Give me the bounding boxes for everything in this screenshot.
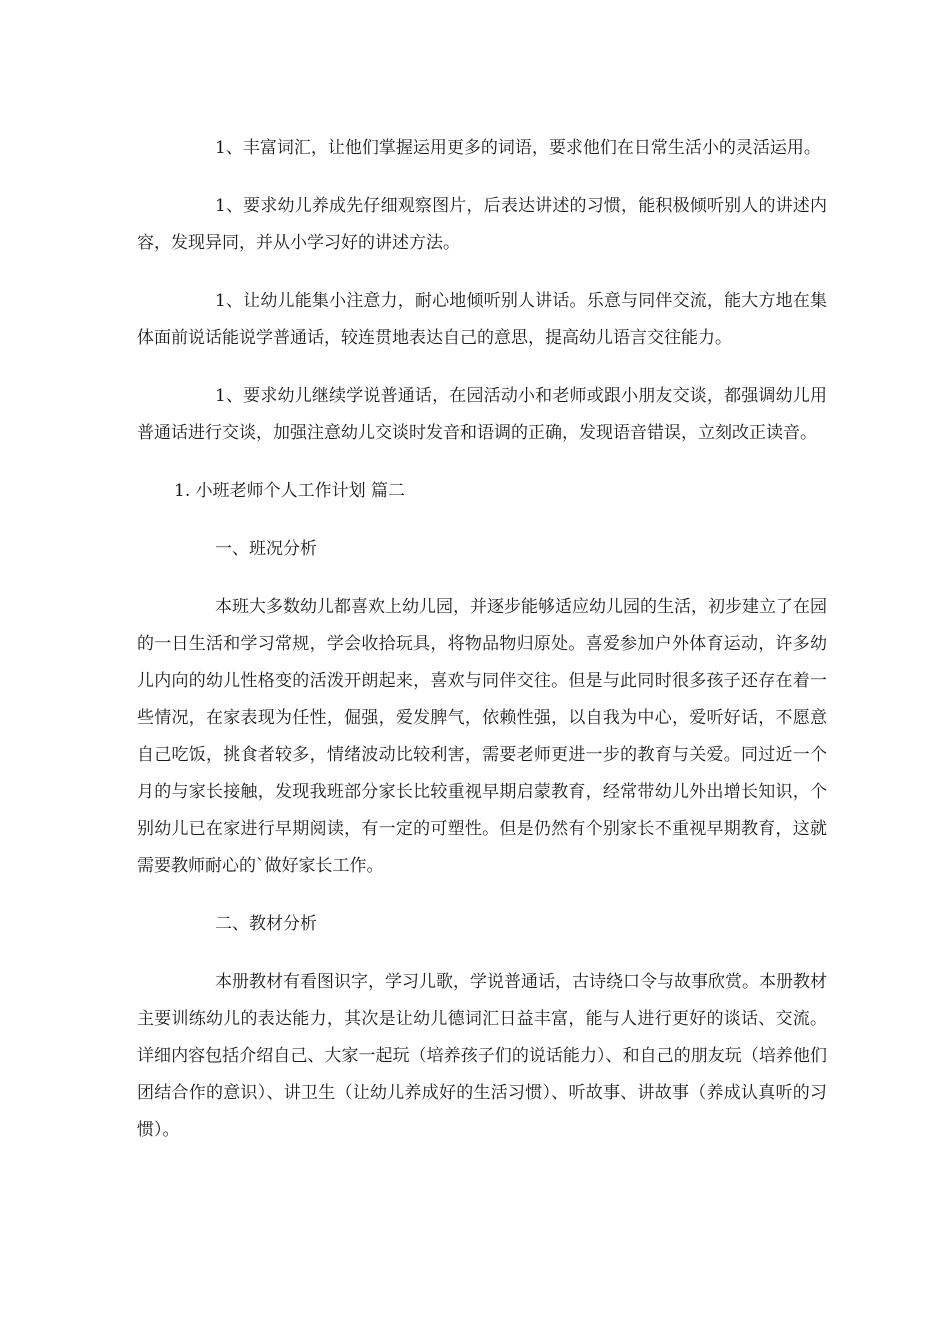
section-title-material-analysis: 二、教材分析 — [215, 914, 317, 934]
paragraph-mandarin: 1、要求幼儿继续学说普通话，在园活动小和老师或跟小朋友交谈，都强调幼儿用普通话进行交谈，加强注意幼儿交谈时发音和语调的正确，发现语音错误，立刻改正读音。 — [137, 386, 827, 443]
paragraph-material-analysis: 本册教材有看图识字，学习儿歌，学说普通话，古诗绕口令与故事欣赏。本册教材主要训练幼儿的表达能力，其次是让幼儿德词汇日益丰富，能与人进行更好的谈话、交流。详细内容包括介绍自己、大家一起玩（培养孩子们的说话能力）、和自己的朋友玩（培养他们团结合作的意识）、讲卫生（让幼儿养成好的生活习惯）、听故事、讲故事（养成认真听的习惯）。 — [137, 972, 827, 1140]
section-title-class-analysis: 一、班况分析 — [215, 539, 317, 559]
paragraph-vocabulary: 1、丰富词汇，让他们掌握运用更多的词语，要求他们在日常生活小的灵活运用。 — [215, 138, 821, 158]
paragraph-class-analysis: 本班大多数幼儿都喜欢上幼儿园，并逐步能够适应幼儿园的生活，初步建立了在园的一日生活和学习常规，学会收拾玩具，将物品物归原处。喜爱参加户外体育运动，许多幼儿内向的幼儿性格变的活泼开朗起来，喜欢与同伴交往。但是与此同时很多孩子还存在着一些情况，在家表现为任性，倔强，爱发脾气，依赖性强，以自我为中心，爱听好话，不愿意自己吃饭，挑食者较多，情绪波动比较利害，需要老师更进一步的教育与关爱。同过近一个月的与家长接触，发现我班部分家长比较重视早期启蒙教育，经常带幼儿外出增长知识，个别幼儿已在家进行早期阅读，有一定的可塑性。但是仍然有个别家长不重视早期教育，这就需要教师耐心的`做好家长工作。 — [137, 597, 827, 876]
document-body — [137, 130, 827, 1170]
paragraph-attention: 1、让幼儿能集小注意力，耐心地倾听别人讲话。乐意与同伴交流，能大方地在集体面前说话能说学普通话，较连贯地表达自己的意思，提高幼儿语言交往能力。 — [137, 291, 827, 348]
heading-plan-part-two: 1. 小班老师个人工作计划 篇二 — [174, 481, 406, 501]
paragraph-observation: 1、要求幼儿养成先仔细观察图片，后表达讲述的习惯，能积极倾听别人的讲述内容，发现异同，并从小学习好的讲述方法。 — [137, 196, 827, 253]
